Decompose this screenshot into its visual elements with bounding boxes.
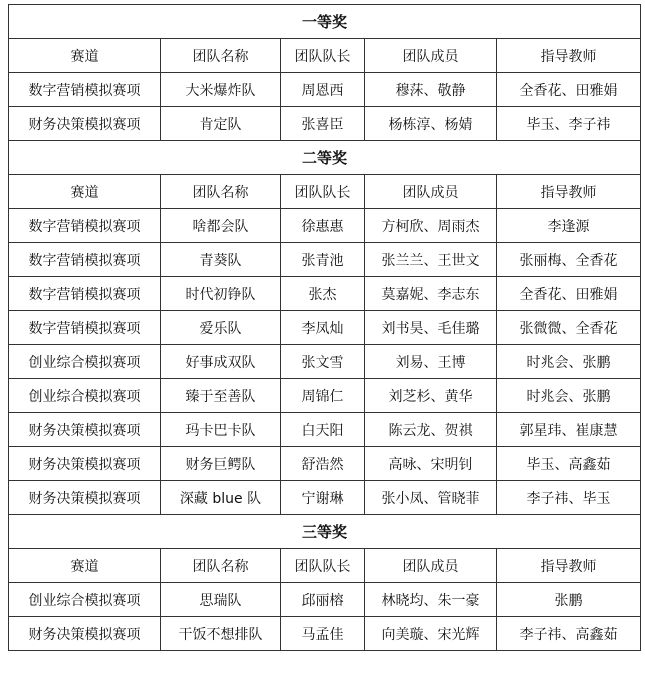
prize-title: 三等奖 xyxy=(9,515,641,549)
cell-team-name: 深藏 blue 队 xyxy=(161,481,281,515)
cell-team-captain: 张喜臣 xyxy=(281,107,365,141)
table-row xyxy=(9,583,641,617)
cell-team-captain: 周锦仁 xyxy=(281,379,365,413)
cell-track: 财务决策模拟赛项 xyxy=(9,481,161,515)
header-team-name: 团队名称 xyxy=(161,175,281,209)
cell-track: 创业综合模拟赛项 xyxy=(9,583,161,617)
cell-team-captain: 白天阳 xyxy=(281,413,365,447)
cell-team-name: 思瑞队 xyxy=(161,583,281,617)
cell-advisor: 时兆会、张鹏 xyxy=(497,345,641,379)
table-row xyxy=(9,209,641,243)
cell-team-name: 玛卡巴卡队 xyxy=(161,413,281,447)
header-team-captain: 团队队长 xyxy=(281,549,365,583)
cell-team-members: 陈云龙、贺祺 xyxy=(365,413,497,447)
table-row xyxy=(9,107,641,141)
header-team-name: 团队名称 xyxy=(161,39,281,73)
awards-table-body xyxy=(9,5,641,651)
table-row xyxy=(9,481,641,515)
cell-team-captain: 周恩西 xyxy=(281,73,365,107)
cell-team-members: 穆莯、敬静 xyxy=(365,73,497,107)
cell-team-name: 干饭不想排队 xyxy=(161,617,281,651)
column-header-row xyxy=(9,175,641,209)
cell-team-captain: 舒浩然 xyxy=(281,447,365,481)
cell-track: 数字营销模拟赛项 xyxy=(9,311,161,345)
cell-track: 创业综合模拟赛项 xyxy=(9,379,161,413)
column-header-row xyxy=(9,549,641,583)
cell-track: 数字营销模拟赛项 xyxy=(9,277,161,311)
table-row xyxy=(9,345,641,379)
cell-team-name: 财务巨鳄队 xyxy=(161,447,281,481)
cell-track: 财务决策模拟赛项 xyxy=(9,107,161,141)
header-team-captain: 团队队长 xyxy=(281,39,365,73)
cell-team-captain: 张杰 xyxy=(281,277,365,311)
cell-team-name: 肯定队 xyxy=(161,107,281,141)
prize-title-row xyxy=(9,515,641,549)
header-team-members: 团队成员 xyxy=(365,549,497,583)
table-row xyxy=(9,617,641,651)
cell-team-name: 啥都会队 xyxy=(161,209,281,243)
cell-team-members: 林晓均、朱一豪 xyxy=(365,583,497,617)
cell-team-captain: 徐惠惠 xyxy=(281,209,365,243)
cell-team-members: 刘芝杉、黄华 xyxy=(365,379,497,413)
cell-team-name: 大米爆炸队 xyxy=(161,73,281,107)
column-header-row xyxy=(9,39,641,73)
cell-team-captain: 李凤灿 xyxy=(281,311,365,345)
awards-table xyxy=(8,4,641,651)
cell-team-members: 莫嘉妮、李志东 xyxy=(365,277,497,311)
cell-team-members: 向美璇、宋光辉 xyxy=(365,617,497,651)
cell-track: 财务决策模拟赛项 xyxy=(9,413,161,447)
cell-team-captain: 邱丽榕 xyxy=(281,583,365,617)
table-row xyxy=(9,379,641,413)
cell-advisor: 全香花、田雅娟 xyxy=(497,277,641,311)
header-track: 赛道 xyxy=(9,175,161,209)
cell-advisor: 张微微、全香花 xyxy=(497,311,641,345)
table-row xyxy=(9,277,641,311)
cell-advisor: 张丽梅、全香花 xyxy=(497,243,641,277)
cell-team-members: 张小凤、管晓菲 xyxy=(365,481,497,515)
cell-track: 财务决策模拟赛项 xyxy=(9,617,161,651)
table-row xyxy=(9,73,641,107)
cell-team-members: 杨栋淳、杨婧 xyxy=(365,107,497,141)
header-advisor: 指导教师 xyxy=(497,175,641,209)
header-advisor: 指导教师 xyxy=(497,549,641,583)
cell-track: 创业综合模拟赛项 xyxy=(9,345,161,379)
cell-track: 数字营销模拟赛项 xyxy=(9,243,161,277)
header-team-members: 团队成员 xyxy=(365,175,497,209)
cell-track: 数字营销模拟赛项 xyxy=(9,73,161,107)
cell-advisor: 毕玉、高鑫茹 xyxy=(497,447,641,481)
cell-team-name: 臻于至善队 xyxy=(161,379,281,413)
cell-team-members: 方柯欣、周雨杰 xyxy=(365,209,497,243)
prize-title-row xyxy=(9,5,641,39)
prize-title: 一等奖 xyxy=(9,5,641,39)
prize-title: 二等奖 xyxy=(9,141,641,175)
cell-team-name: 好事成双队 xyxy=(161,345,281,379)
header-team-members: 团队成员 xyxy=(365,39,497,73)
cell-advisor: 毕玉、李子祎 xyxy=(497,107,641,141)
cell-advisor: 张鹏 xyxy=(497,583,641,617)
cell-team-captain: 马孟佳 xyxy=(281,617,365,651)
cell-advisor: 李子祎、毕玉 xyxy=(497,481,641,515)
cell-team-captain: 宁谢琳 xyxy=(281,481,365,515)
prize-title-row xyxy=(9,141,641,175)
header-team-name: 团队名称 xyxy=(161,549,281,583)
cell-track: 财务决策模拟赛项 xyxy=(9,447,161,481)
cell-advisor: 李子祎、高鑫茹 xyxy=(497,617,641,651)
cell-team-members: 张兰兰、王世文 xyxy=(365,243,497,277)
cell-advisor: 时兆会、张鹏 xyxy=(497,379,641,413)
cell-team-name: 青葵队 xyxy=(161,243,281,277)
cell-team-members: 刘易、王博 xyxy=(365,345,497,379)
cell-advisor: 李逢源 xyxy=(497,209,641,243)
cell-advisor: 全香花、田雅娟 xyxy=(497,73,641,107)
table-row xyxy=(9,413,641,447)
cell-advisor: 郭星玮、崔康慧 xyxy=(497,413,641,447)
cell-track: 数字营销模拟赛项 xyxy=(9,209,161,243)
cell-team-name: 爱乐队 xyxy=(161,311,281,345)
header-team-captain: 团队队长 xyxy=(281,175,365,209)
table-row xyxy=(9,243,641,277)
cell-team-members: 刘书昊、毛佳璐 xyxy=(365,311,497,345)
cell-team-name: 时代初铮队 xyxy=(161,277,281,311)
table-row xyxy=(9,311,641,345)
cell-team-captain: 张文雪 xyxy=(281,345,365,379)
header-advisor: 指导教师 xyxy=(497,39,641,73)
header-track: 赛道 xyxy=(9,549,161,583)
table-row xyxy=(9,447,641,481)
header-track: 赛道 xyxy=(9,39,161,73)
cell-team-members: 高咏、宋明钊 xyxy=(365,447,497,481)
cell-team-captain: 张青池 xyxy=(281,243,365,277)
